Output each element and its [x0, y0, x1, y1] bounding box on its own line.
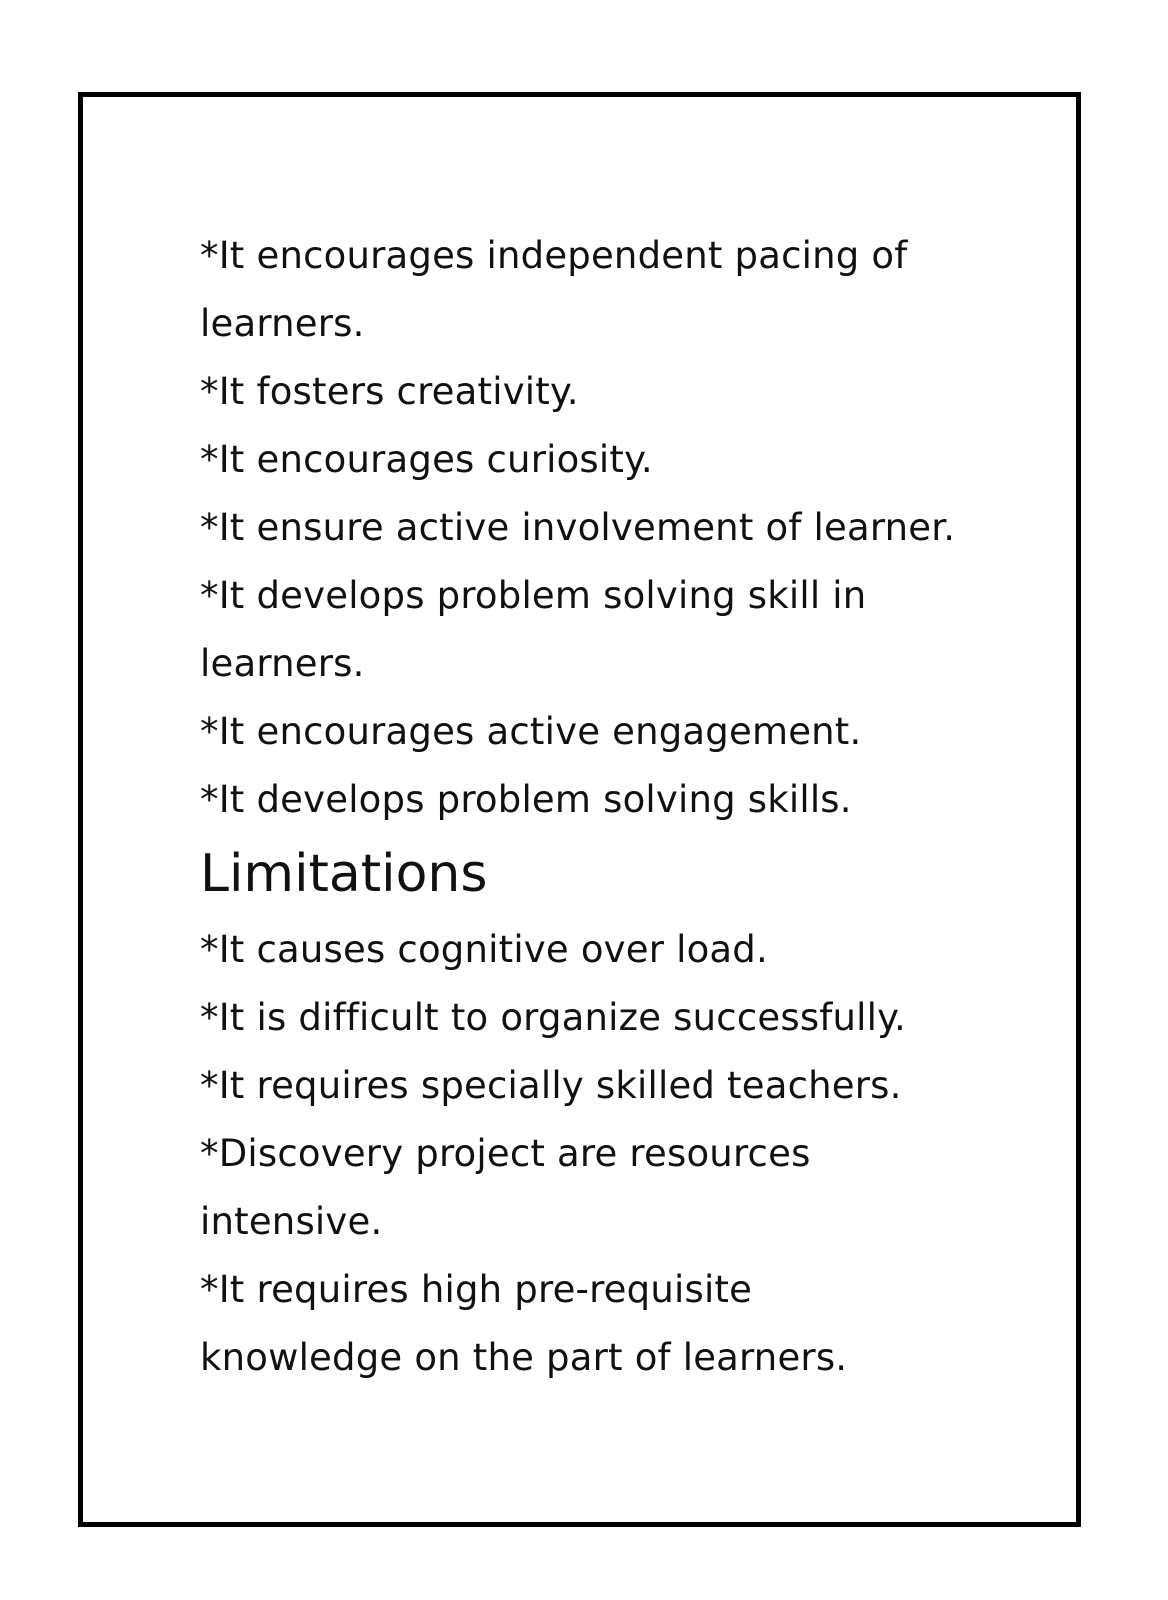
list-item-line: *It develops problem solving skills. — [200, 778, 852, 821]
list-item — [200, 766, 1060, 834]
document-content — [200, 222, 1060, 1392]
advantages-list — [200, 222, 1060, 834]
list-item-line: *It causes cognitive over load. — [200, 928, 768, 971]
list-item-line: learners. — [200, 302, 365, 345]
list-item — [200, 1052, 1060, 1120]
list-item-line: *It encourages curiosity. — [200, 438, 653, 481]
list-item-line: learners. — [200, 642, 365, 685]
limitations-list — [200, 916, 1060, 1392]
list-item-line: *It fosters creativity. — [200, 370, 579, 413]
list-item-line: *Discovery project are resources — [200, 1132, 811, 1175]
list-item-line: *It encourages independent pacing of — [200, 234, 908, 277]
list-item — [200, 698, 1060, 766]
list-item-line: *It ensure active involvement of learner. — [200, 506, 956, 549]
list-item-line: *It requires specially skilled teachers. — [200, 1064, 902, 1107]
list-item — [200, 1256, 1060, 1392]
list-item-line: *It develops problem solving skill in — [200, 574, 867, 617]
list-item-line: knowledge on the part of learners. — [200, 1336, 848, 1379]
list-item-line: *It encourages active engagement. — [200, 710, 862, 753]
list-item-line: *It requires high pre-requisite — [200, 1268, 753, 1311]
list-item — [200, 916, 1060, 984]
list-item — [200, 984, 1060, 1052]
list-item — [200, 494, 1060, 562]
list-item-line: *It is difficult to organize successfully. — [200, 996, 906, 1039]
list-item-line: intensive. — [200, 1200, 383, 1243]
list-item — [200, 562, 1060, 698]
list-item — [200, 222, 1060, 358]
list-item — [200, 426, 1060, 494]
limitations-heading: Limitations — [200, 844, 488, 904]
list-item — [200, 358, 1060, 426]
list-item — [200, 1120, 1060, 1256]
